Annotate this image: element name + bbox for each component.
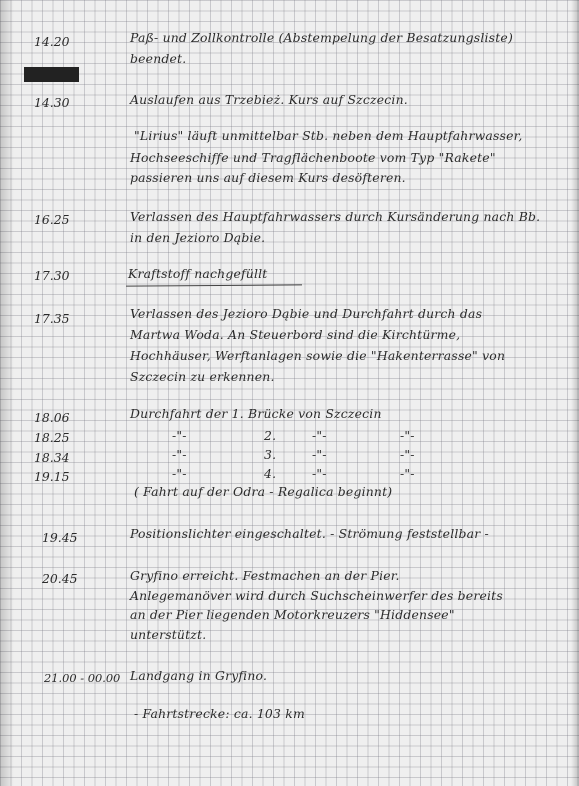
page-binding-shadow — [0, 0, 14, 786]
entry-text-line: an der Pier liegenden Motorkreuzers "Hiddensee" — [130, 607, 455, 622]
ditto-mark: -"- — [172, 447, 187, 462]
bridge-number: 4. — [264, 466, 277, 481]
entry-text-line: Gryfino erreicht. Festmachen an der Pier. — [130, 568, 400, 583]
ditto-mark: -"- — [312, 466, 327, 481]
entry-time: 18.25 — [34, 430, 70, 445]
entry-text-line: Hochhäuser, Werftanlagen sowie die "Hakenterrasse" von — [130, 348, 506, 363]
entry-time: 19.45 — [42, 530, 78, 545]
entry-time: 14.30 — [34, 95, 70, 110]
entry-text-line: Paß- und Zollkontrolle (Abstempelung der Besatzungsliste) — [130, 30, 513, 45]
ditto-mark: -"- — [312, 447, 327, 462]
ditto-mark: -"- — [172, 428, 187, 443]
entry-text-line: Martwa Woda. An Steuerbord sind die Kirchtürme, — [130, 327, 461, 342]
entry-text-line: Verlassen des Hauptfahrwassers durch Kursänderung nach Bb. — [130, 209, 541, 224]
entry-text-line: Durchfahrt der 1. Brücke von Szczecin — [130, 406, 382, 421]
entry-text-line: Anlegemanöver wird durch Suchscheinwerfer des bereits — [130, 588, 503, 603]
entry-time: 20.45 — [42, 571, 78, 586]
entry-time: 18.34 — [34, 450, 70, 465]
entry-time: 17.30 — [34, 268, 70, 283]
redaction-bar — [24, 67, 79, 82]
page-edge-shadow — [571, 0, 579, 786]
bridge-number: 3. — [264, 447, 277, 462]
entry-time: 16.25 — [34, 212, 70, 227]
entry-time: 14.20 — [34, 34, 70, 49]
ditto-mark: -"- — [312, 428, 327, 443]
entry-text-line: Kraftstoff nachgefüllt — [128, 266, 268, 281]
entry-time: 19.15 — [34, 469, 70, 484]
entry-time: 18.06 — [34, 410, 70, 425]
entry-text-line: "Lirius" läuft unmittelbar Stb. neben dem Hauptfahrwasser, — [134, 128, 523, 143]
ditto-mark: -"- — [400, 447, 415, 462]
entry-text-line: Landgang in Gryfino. — [130, 668, 268, 683]
bridge-number: 2. — [264, 428, 277, 443]
entry-text-line: Auslaufen aus Trzebież. Kurs auf Szczecin. — [130, 92, 408, 107]
entry-time: 21.00 - 00.00 — [44, 671, 121, 685]
entry-text-line: in den Jezioro Dąbie. — [130, 230, 266, 245]
entry-text-line: Positionslichter eingeschaltet. - Strömung feststellbar - — [130, 526, 489, 541]
entry-text-line: Szczecin zu erkennen. — [130, 369, 275, 384]
entry-text-line: unterstützt. — [130, 627, 207, 642]
entry-time: 17.35 — [34, 311, 70, 326]
ditto-mark: -"- — [400, 428, 415, 443]
entry-text-line: Hochseeschiffe und Tragflächenboote vom Typ "Rakete" — [130, 150, 496, 165]
ditto-mark: -"- — [172, 466, 187, 481]
entry-text-line: ( Fahrt auf der Odra - Regalica beginnt) — [134, 484, 393, 499]
entry-text-line: Verlassen des Jezioro Dąbie und Durchfahrt durch das — [130, 306, 483, 321]
entry-text-line: passieren uns auf diesem Kurs desöfteren. — [130, 170, 406, 185]
entry-text-line: beendet. — [130, 51, 187, 66]
underline — [126, 284, 302, 286]
entry-text-line: - Fahrtstrecke: ca. 103 km — [134, 706, 305, 721]
ditto-mark: -"- — [400, 466, 415, 481]
